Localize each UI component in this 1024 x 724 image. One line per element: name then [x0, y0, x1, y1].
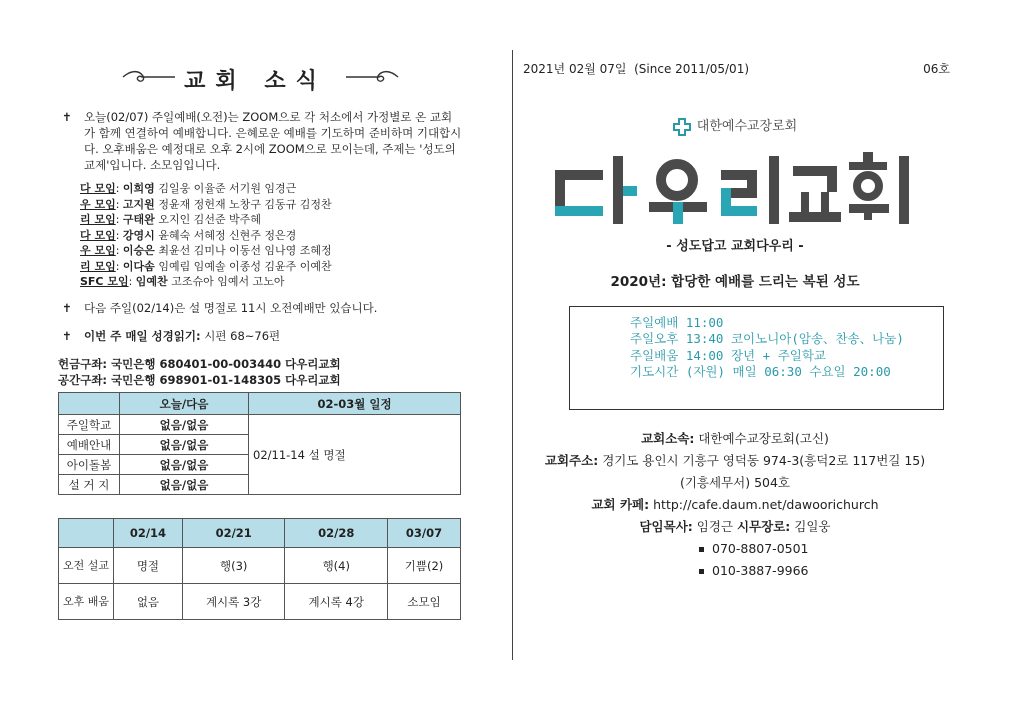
- group-row: 다 모임: 이희영 김일웅 이율준 서기원 임경근: [80, 182, 297, 195]
- news-title-text: 교회 소식: [184, 68, 327, 94]
- bulletin-date: 2021년 02월 07일: [523, 62, 627, 76]
- sermon-schedule-table: 02/14 02/21 02/28 03/07 오전 설교 명절 행(3) 행(4) 기쁨(2) 오후 배움 없음 계시록 3강 계시록 4강 소모임: [58, 518, 461, 620]
- yearly-motto: 2020년: 합당한 예배를 드리는 복된 성도: [610, 273, 860, 290]
- table-row: 예배안내 없음/없음: [59, 435, 461, 455]
- col-today-next: 오늘/다음: [120, 393, 249, 415]
- service-time: 기도시간 (자원) 매일 06:30 수요일 20:00: [630, 364, 891, 379]
- church-logo-graphic: [545, 142, 925, 228]
- table-row: 주일학교 없음/없음 02/11-14 설 명절: [59, 415, 461, 435]
- col-schedule: 02-03월 일정: [249, 393, 461, 415]
- denomination: 대한예수교장로회: [515, 115, 955, 136]
- service-time: 주일예배 11:00: [630, 314, 724, 330]
- table-row: 설 거 지 없음/없음: [59, 475, 461, 495]
- bullet-square-icon: [699, 547, 704, 552]
- since-date: (Since 2011/05/01): [634, 62, 750, 76]
- pastor-line: 담임목사: 임경근 시무장로: 김일웅: [639, 518, 831, 534]
- right-page: [515, 60, 955, 582]
- service-time: 주일배움 14:00 장년 + 주일학교: [630, 347, 827, 363]
- service-time: 주일오후 13:40 코이노니아(암송、찬송、나눔): [630, 331, 904, 346]
- duty-schedule-table: [58, 392, 461, 495]
- cross-icon: ✝: [62, 328, 72, 343]
- cross-icon: ✝: [62, 300, 72, 315]
- bible-reading: ✝ 이번 주 매일 성경읽기: 시편 68~76편: [58, 328, 463, 344]
- service-times-box: [569, 306, 944, 410]
- bank-accounts: [58, 356, 463, 388]
- table-row: 아이돌봄 없음/없음: [59, 455, 461, 475]
- small-groups-list: [80, 181, 463, 290]
- news-item-2: ✝ 다음 주일(02/14)은 설 명절로 11시 오전예배만 있습니다.: [58, 300, 463, 316]
- info-line: 교회소속: 대한예수교장로회(고신): [641, 430, 829, 446]
- news-item-1: ✝ 오늘(02/07) 주일예배(오전)는 ZOOM으로 각 처소에서 가정별로 온 교회가 함께 연결하여 예배합니다. 은혜로운 예배를 기도하며 준비하며 기대합시다. 오후배움은 예정대로 오후 2시에 ZOOM으로 모이는데, 주제는 '성도의 교제'입니다. 소모임입니다.: [58, 109, 463, 173]
- bullet-square-icon: [699, 569, 704, 574]
- phone-list: [699, 538, 955, 582]
- church-cross-icon: [673, 118, 691, 136]
- table-row: 오후 배움 없음 계시록 3강 계시록 4강 소모임: [59, 584, 461, 620]
- church-logo: [515, 142, 955, 231]
- group-row: 다 모임: 강영시 윤혜숙 서혜정 신현주 정은경: [80, 228, 297, 242]
- cross-icon: ✝: [62, 110, 72, 124]
- phone-item: 010-3887-9966: [699, 560, 955, 582]
- group-row: 리 모임: 이다솜 임예림 임예솔 이종성 김윤주 이예찬: [80, 259, 332, 273]
- schedule-cell: 02/11-14 설 명절: [249, 415, 461, 495]
- group-row: SFC 모임: 임예찬 고조슈아 임예서 고노아: [80, 275, 285, 288]
- table-row: 오전 설교 명절 행(3) 행(4) 기쁨(2): [59, 548, 461, 584]
- group-row: 우 모임: 이승은 최윤선 김미나 이동선 임나영 조혜정: [80, 244, 332, 257]
- space-account: 공간구좌: 국민은행 698901-01-148305 다우리교회: [58, 372, 341, 387]
- offering-account: 헌금구좌: 국민은행 680401-00-003440 다우리교회: [58, 356, 341, 371]
- issue-number: 06호: [923, 62, 950, 76]
- left-page: [58, 60, 463, 609]
- bulletin-header: [515, 60, 955, 77]
- left-flourish-icon: [121, 67, 184, 92]
- phone-item: 070-8807-0501: [699, 538, 955, 560]
- news-title: [58, 64, 463, 95]
- info-line: 교회주소: 경기도 용인시 기흥구 영덕동 974-3(흥덕2로 117번길 15): [544, 452, 926, 468]
- info-line: 교회 카페: http://cafe.daum.net/dawoorichurch: [591, 496, 879, 512]
- right-flourish-icon: [344, 67, 400, 92]
- page-divider: [512, 50, 513, 660]
- church-info: [515, 428, 955, 538]
- info-line: (기흥세무서) 504호: [679, 474, 791, 490]
- group-row: 우 모임: 고지원 정윤재 정헌재 노창구 김동규 김정찬: [80, 197, 332, 211]
- group-row: 리 모임: 구태완 오지인 김선준 박주혜: [80, 213, 261, 226]
- church-slogan: - 성도답고 교회다우리 -: [666, 238, 804, 254]
